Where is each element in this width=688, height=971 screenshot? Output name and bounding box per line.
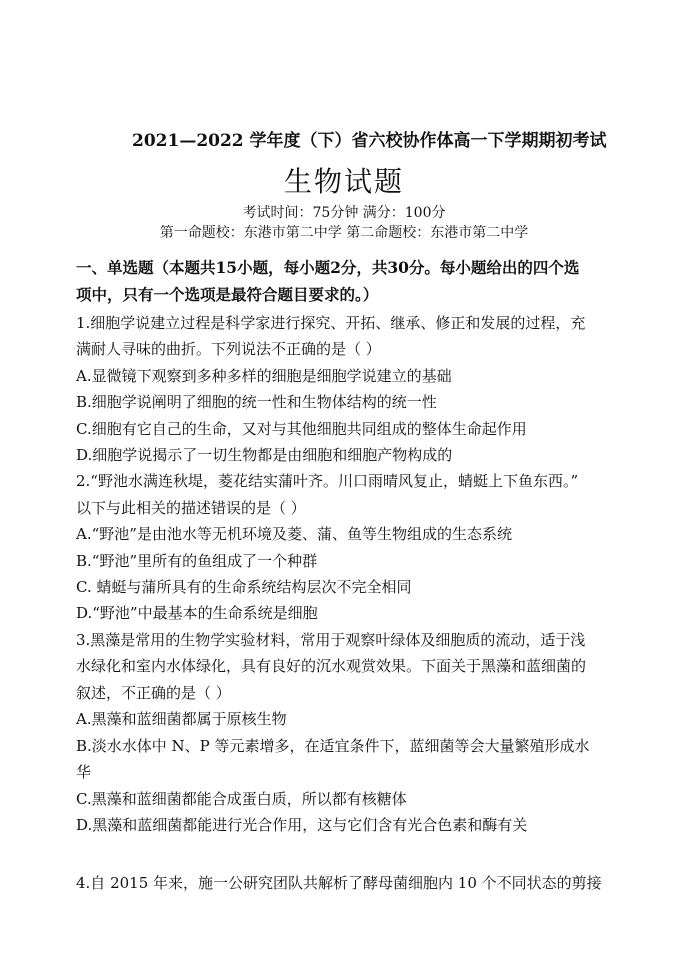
q2-option-d: D.“野池”中最基本的生命系统是细胞 (76, 604, 318, 622)
q2-stem-line1: 2.“野池水满连秋堤，菱花结实蒲叶齐。川口雨晴风复止，蜻蜓上下鱼东西。” (76, 472, 579, 490)
q3-option-c: C.黑藻和蓝细菌都能合成蛋白质，所以都有核糖体 (76, 790, 407, 808)
q3-stem-line3: 叙述，不正确的是（ ） (76, 684, 231, 702)
q3-stem-line2: 水绿化和室内水体绿化，具有良好的沉水观赏效果。下面关于黑藻和蓝细菌的 (76, 657, 587, 675)
q1-option-d: D.细胞学说揭示了一切生物都是由细胞和细胞产物构成的 (76, 446, 453, 464)
q4-stem-line1: 4.自 2015 年来，施一公研究团队共解析了酵母菌细胞内 10 个不同状态的剪接 (76, 874, 602, 892)
exam-title: 2021—2022 学年度（下）省六校协作体高一下学期期初考试 (132, 131, 607, 151)
q3-option-b-line2: 华 (76, 763, 92, 781)
q3-option-a: A.黑藻和蓝细菌都属于原核生物 (76, 710, 287, 728)
q3-stem-line1: 3.黑藻是常用的生物学实验材料，常用于观察叶绿体及细胞质的流动，适于浅 (76, 631, 586, 649)
exam-info: 考试时间：75分钟 满分：100分 (242, 205, 446, 221)
q2-option-a: A.“野池”是由池水等无机环境及菱、蒲、鱼等生物组成的生态系统 (76, 525, 512, 543)
subject-title: 生物试题 (283, 165, 404, 198)
q2-stem-line2: 以下与此相关的描述错误的是（ ） (76, 499, 306, 517)
q3-option-b-line1: B.淡水水体中 N、P 等元素增多，在适宜条件下，蓝细菌等会大量繁殖形成水 (76, 737, 590, 755)
q1-option-c: C.细胞有它自己的生命，又对与其他细胞共同组成的整体生命起作用 (76, 420, 527, 438)
q1-option-a: A.显微镜下观察到多种多样的细胞是细胞学说建立的基础 (76, 367, 452, 385)
q3-option-d: D.黑藻和蓝细菌都能进行光合作用，这与它们含有光合色素和酶有关 (76, 816, 528, 834)
section-heading-line1: 一、单选题（本题共15小题，每小题2分，共30分。每小题给出的四个选 (76, 258, 580, 277)
q1-option-b: B.细胞学说阐明了细胞的统一性和生物体结构的统一性 (76, 393, 437, 411)
section-heading-line2: 项中，只有一个选项是最符合题目要求的。） (76, 285, 379, 304)
q2-option-b: B.“野池”里所有的鱼组成了一个种群 (76, 552, 318, 570)
school-info: 第一命题校：东港市第二中学 第二命题校：东港市第二中学 (159, 225, 529, 241)
q2-option-c: C. 蜻蜓与蒲所具有的生命系统结构层次不完全相同 (76, 578, 412, 596)
q1-stem-line2: 满耐人寻味的曲折。下列说法不正确的是（ ） (76, 340, 381, 358)
q1-stem-line1: 1.细胞学说建立过程是科学家进行探究、开拓、继承、修正和发展的过程，充 (76, 314, 586, 332)
